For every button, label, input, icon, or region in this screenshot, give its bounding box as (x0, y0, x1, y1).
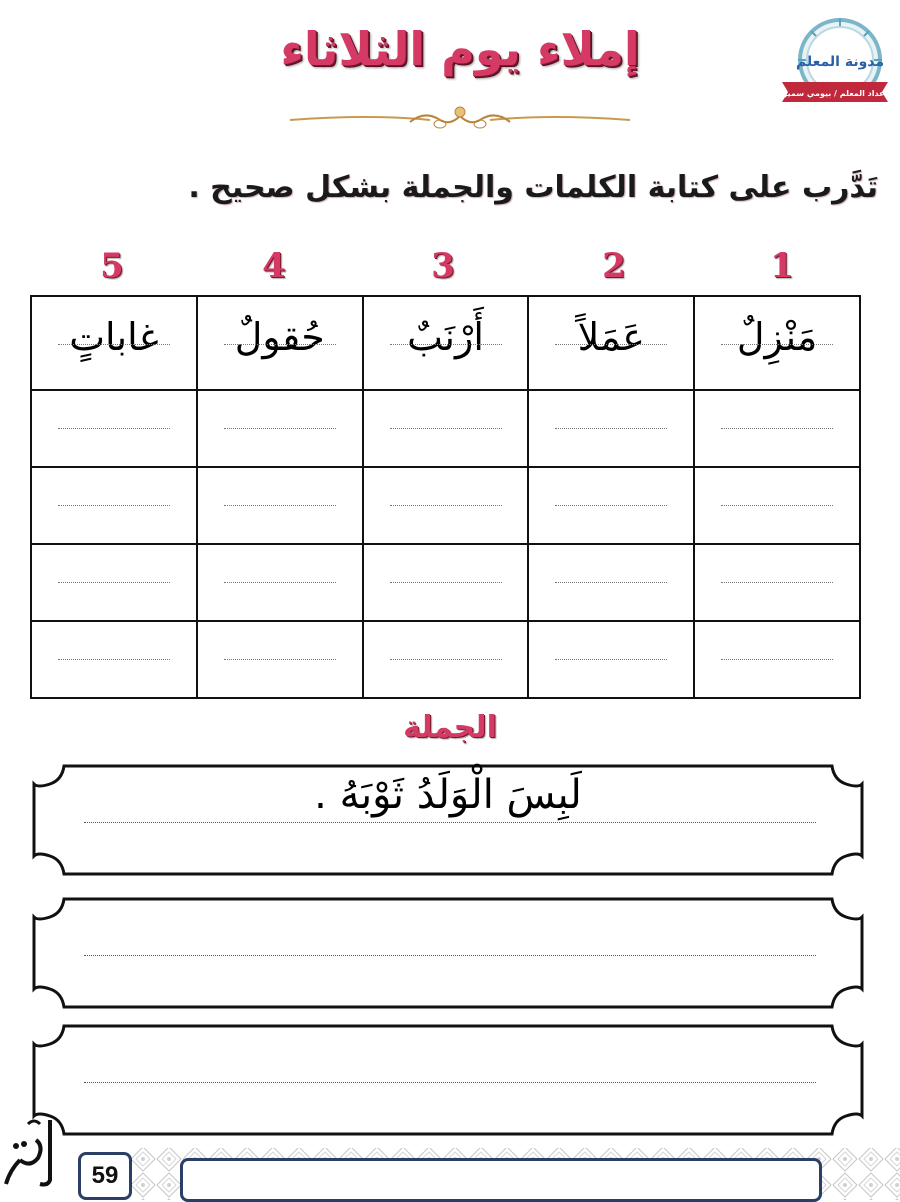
dotted-line (555, 344, 667, 345)
practice-row (31, 467, 860, 544)
practice-cell[interactable] (31, 544, 197, 621)
sentence-box (28, 760, 868, 880)
word-cell-2 (528, 296, 694, 390)
dotted-line (721, 344, 833, 345)
page-title: إملاء يوم الثلاثاء (280, 22, 640, 76)
scroll-frame (28, 893, 868, 1013)
word-1: مَنْزِلٌ (736, 315, 818, 359)
practice-cell[interactable] (694, 544, 860, 621)
practice-cell[interactable] (694, 621, 860, 698)
dotted-line (58, 344, 170, 345)
column-number-3: 3 (431, 246, 455, 286)
practice-cell[interactable] (528, 621, 694, 698)
word-cell-4 (197, 296, 363, 390)
dotted-line (84, 955, 816, 956)
word-row (31, 296, 860, 390)
practice-cell[interactable] (363, 390, 529, 467)
sentence-practice-box[interactable] (28, 893, 868, 1013)
column-number-2: 2 (602, 246, 626, 286)
sentence-text: لَبِسَ الْوَلَدُ ثَوْبَهُ . (314, 772, 582, 818)
practice-row (31, 544, 860, 621)
practice-cell[interactable] (197, 621, 363, 698)
dotted-line (224, 344, 336, 345)
logo (778, 16, 892, 112)
practice-cell[interactable] (363, 621, 529, 698)
footer-bar (180, 1158, 822, 1202)
iqra-calligraphy (0, 1110, 60, 1190)
spelling-grid (30, 295, 861, 699)
practice-cell[interactable] (694, 467, 860, 544)
practice-cell[interactable] (197, 467, 363, 544)
svg-text:إعداد المعلم / بيومي سمير: إعداد المعلم / بيومي سمير (782, 89, 888, 98)
word-cell-3 (363, 296, 529, 390)
practice-cell[interactable] (197, 544, 363, 621)
practice-cell[interactable] (31, 390, 197, 467)
practice-cell[interactable] (31, 621, 197, 698)
column-number-1: 1 (770, 246, 794, 286)
practice-cell[interactable] (363, 467, 529, 544)
title-ornament (290, 104, 630, 132)
practice-cell[interactable] (528, 390, 694, 467)
instruction-text: تَدَّرب على كتابة الكلمات والجملة بشكل صحيح . (188, 170, 878, 205)
column-number-4: 4 (262, 246, 286, 286)
practice-cell[interactable] (363, 544, 529, 621)
svg-text:مدونة المعلم: مدونة المعلم (795, 54, 885, 70)
practice-cell[interactable] (694, 390, 860, 467)
practice-cell[interactable] (197, 390, 363, 467)
dotted-line (390, 344, 502, 345)
word-5: غاباتٍ (69, 315, 159, 359)
column-number-5: 5 (100, 246, 124, 286)
practice-cell[interactable] (31, 467, 197, 544)
word-3: أَرْنَبٌ (407, 315, 484, 359)
dotted-line (84, 822, 816, 823)
practice-row (31, 621, 860, 698)
sentence-heading: الجملة (403, 710, 497, 745)
word-2: عَمَلاً (577, 315, 645, 359)
page-number: 59 (78, 1152, 132, 1200)
word-cell-1 (694, 296, 860, 390)
word-4: حُقولٌ (234, 315, 325, 359)
dotted-line (84, 1082, 816, 1083)
practice-cell[interactable] (528, 544, 694, 621)
practice-cell[interactable] (528, 467, 694, 544)
word-cell-5 (31, 296, 197, 390)
practice-row (31, 390, 860, 467)
